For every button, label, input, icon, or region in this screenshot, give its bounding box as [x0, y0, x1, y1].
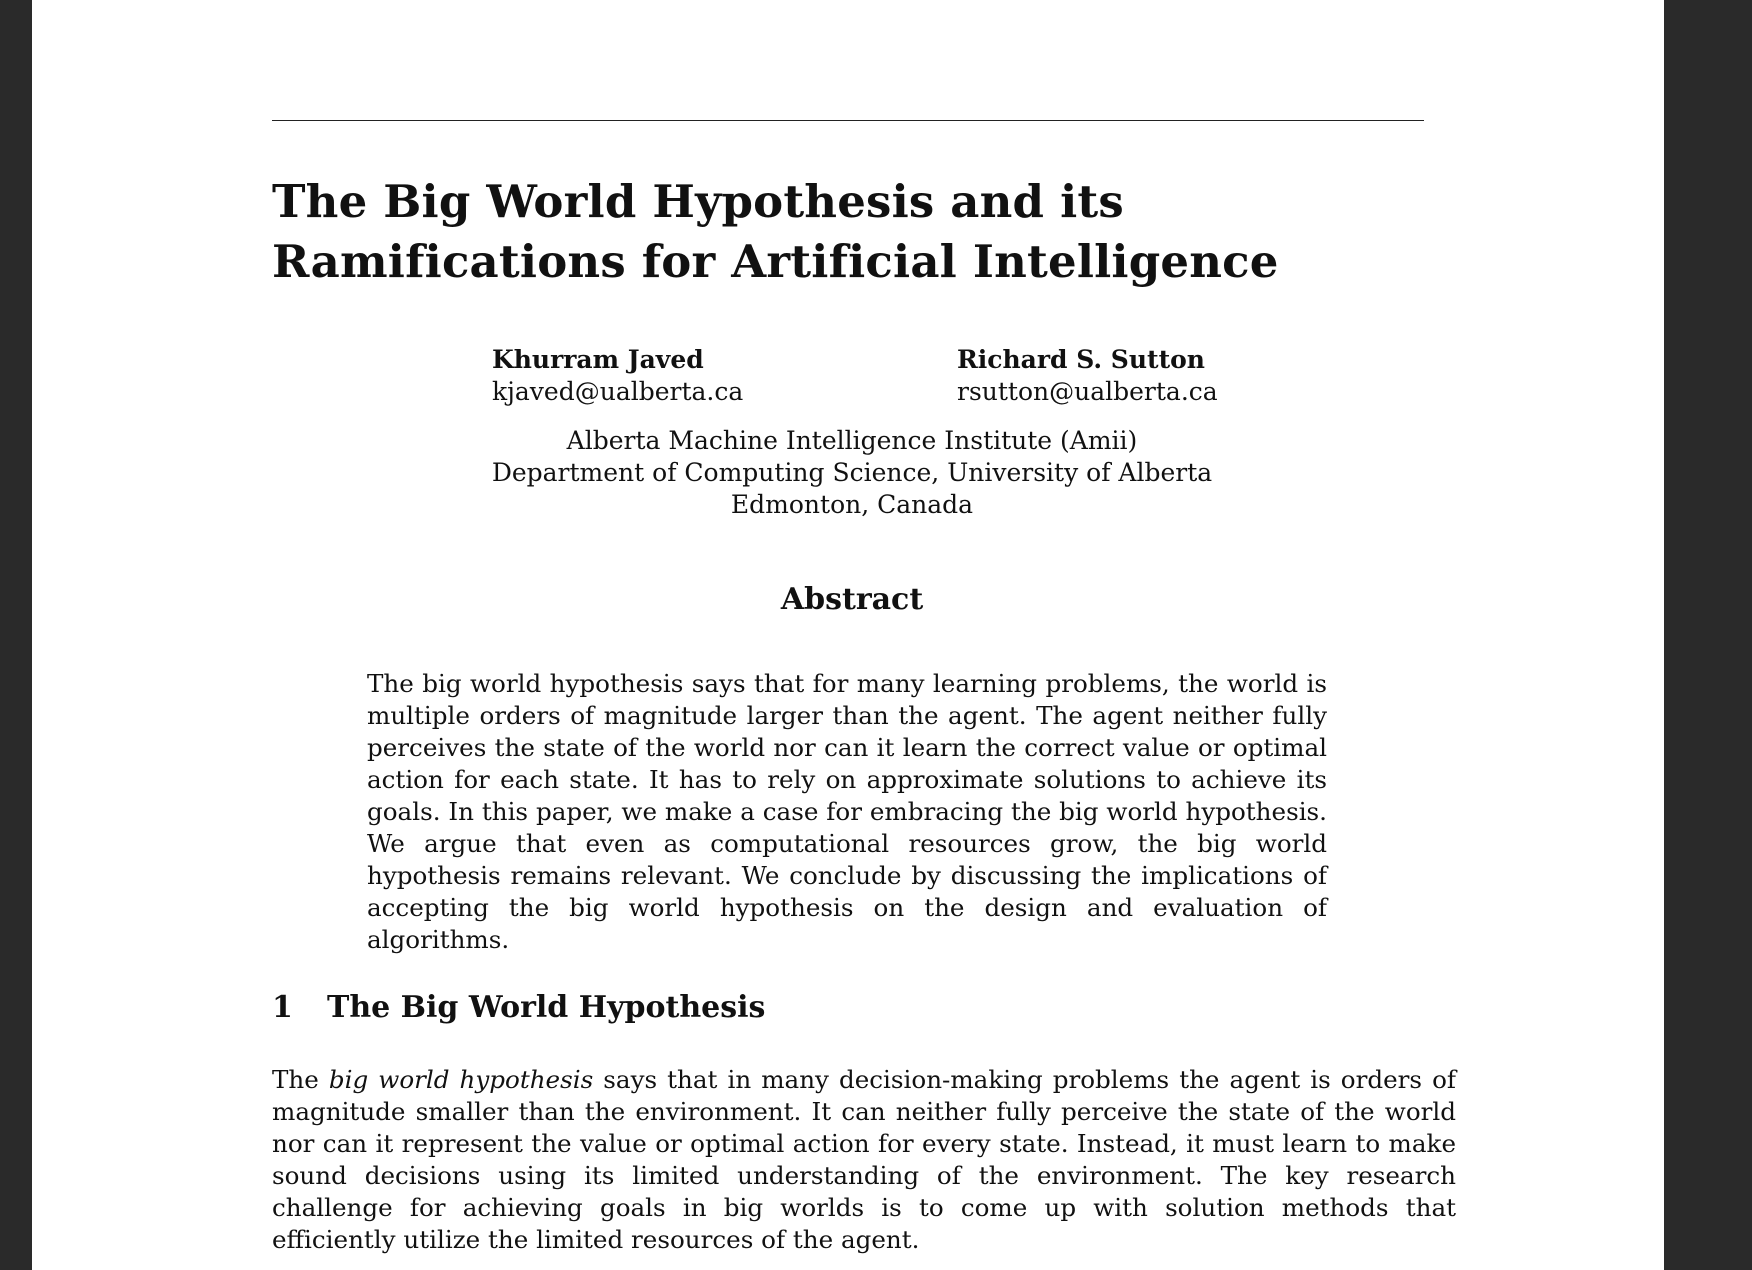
section-body [272, 1064, 1456, 1256]
author-name: Khurram Javed [492, 345, 704, 374]
affiliation-line: Alberta Machine Intelligence Institute (Amii) [566, 426, 1138, 455]
title-rule [272, 120, 1424, 121]
body-emphasis: big world hypothesis [328, 1065, 594, 1094]
abstract-text: The big world hypothesis says that for many learning problems, the world is multiple orders of magnitude larger than the agent. The agent neither fully perceives the state of the world nor can it learn the correct value or optimal action for each state. It has to rely on approximate solutions to achieve its goals. In this paper, we make a case for embracing the big world hypothesis. We argue that even as computational resources grow, the big world hypothesis remains relevant. We conclude by discussing the implications of accepting the big world hypothesis on the design and evaluation of algorithms. [367, 669, 1327, 954]
author-email: rsutton@ualberta.ca [957, 377, 1218, 406]
body-intro-word: The [272, 1065, 319, 1094]
section-heading [272, 988, 1432, 1028]
section-title: The Big World Hypothesis [327, 990, 766, 1025]
section-number: 1 [272, 990, 293, 1025]
affiliation-line: Department of Computing Science, University of Alberta [491, 458, 1213, 487]
paper-title: The Big World Hypothesis and its Ramifications for Artificial Intelligence [272, 175, 1279, 288]
affiliation-line: Edmonton, Canada [730, 490, 974, 519]
author-email: kjaved@ualberta.ca [492, 377, 744, 406]
author-name: Richard S. Sutton [957, 345, 1205, 374]
author-block [957, 344, 1218, 408]
affiliation-block [272, 425, 1432, 521]
abstract-heading: Abstract [780, 582, 924, 617]
pdf-page [32, 0, 1664, 1270]
body-text-rest: says that in many decision-making problems the agent is orders of magnitude smaller than the environment. It can neither fully perceive the state of the world nor can it represent the value or optimal action for every state. Instead, it must learn to make sound decisions using its limited understanding of the environment. The key research challenge for achieving goals in big worlds is to come up with solution methods that efficiently utilize the limited resources of the agent. [272, 1065, 1457, 1254]
author-block [492, 344, 743, 408]
